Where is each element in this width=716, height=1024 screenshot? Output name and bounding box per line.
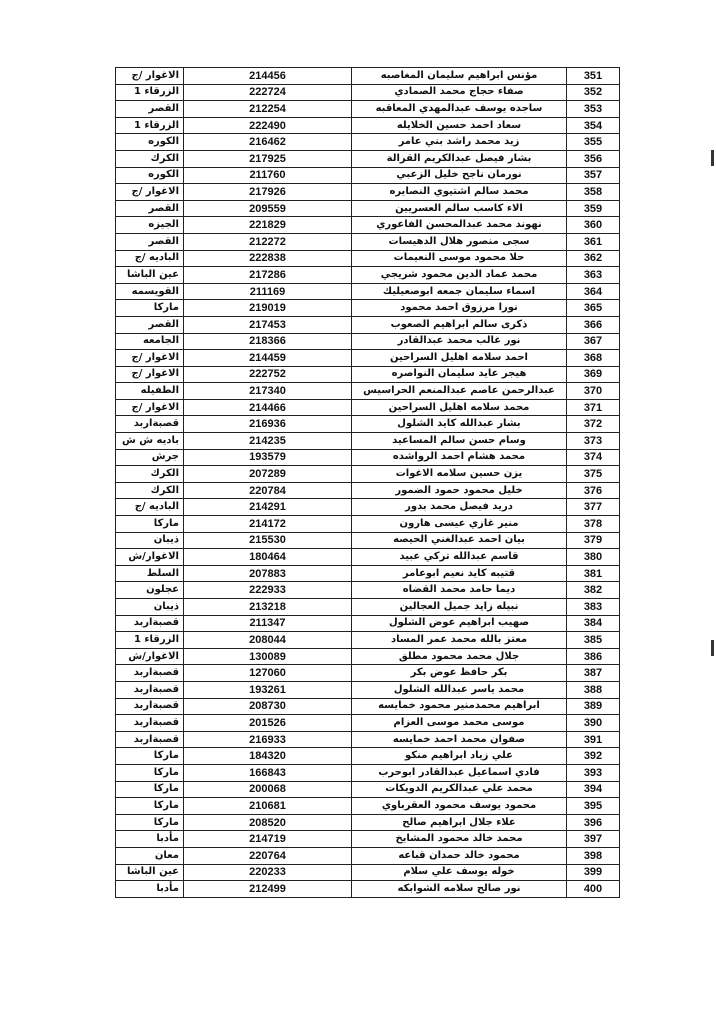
area-cell: قصبةاربد [116,681,184,698]
id-number-cell: 217925 [184,150,352,167]
row-number-cell: 378 [567,516,620,533]
area-cell: جرش [116,449,184,466]
area-cell: الاغوار/ش [116,648,184,665]
area-cell: مأدبا [116,831,184,848]
area-cell: ماركا [116,814,184,831]
name-cell: بكر حافظ عوض بكر [352,665,567,682]
row-number-cell: 366 [567,316,620,333]
table-row [116,233,620,250]
row-number-cell: 364 [567,283,620,300]
id-number-cell: 214291 [184,499,352,516]
id-number-cell: 217286 [184,267,352,284]
id-number-cell: 222933 [184,582,352,599]
name-cell: صفاء حجاج محمد الصمادي [352,84,567,101]
area-cell: القصر [116,200,184,217]
id-number-cell: 220764 [184,847,352,864]
table-row [116,316,620,333]
row-number-cell: 371 [567,399,620,416]
area-cell: ذيبان [116,532,184,549]
area-cell: قصبةاربد [116,715,184,732]
id-number-cell: 213218 [184,599,352,616]
area-cell: الزرقاء 1 [116,117,184,134]
area-cell: الجامعه [116,333,184,350]
row-number-cell: 400 [567,881,620,898]
row-number-cell: 376 [567,482,620,499]
area-cell: قصبةاربد [116,416,184,433]
id-number-cell: 212254 [184,101,352,118]
area-cell: الاغوار /ج [116,184,184,201]
row-number-cell: 358 [567,184,620,201]
table-row [116,184,620,201]
id-number-cell: 217453 [184,316,352,333]
name-cell: محمد سالم اشتيوي النصايره [352,184,567,201]
table-row [116,565,620,582]
area-cell: السلط [116,565,184,582]
area-cell: القصر [116,101,184,118]
row-number-cell: 368 [567,350,620,367]
table-row [116,283,620,300]
name-cell: هيجر عايد سليمان النواصره [352,366,567,383]
row-number-cell: 391 [567,731,620,748]
row-number-cell: 379 [567,532,620,549]
table-row [116,399,620,416]
name-cell: موسى محمد موسى العزام [352,715,567,732]
row-number-cell: 390 [567,715,620,732]
id-number-cell: 216462 [184,134,352,151]
roster-table [115,67,620,898]
row-number-cell: 387 [567,665,620,682]
table-row [116,864,620,881]
area-cell: الزرقاء 1 [116,84,184,101]
table-row [116,200,620,217]
area-cell: ماركا [116,798,184,815]
name-cell: محمد خالد محمود المشايخ [352,831,567,848]
name-cell: زيد محمد راشد بني عامر [352,134,567,151]
area-cell: قصبةاربد [116,731,184,748]
row-number-cell: 399 [567,864,620,881]
area-cell: الجيزه [116,217,184,234]
row-number-cell: 397 [567,831,620,848]
table-row [116,549,620,566]
area-cell: الطفيله [116,383,184,400]
id-number-cell: 217340 [184,383,352,400]
id-number-cell: 193261 [184,681,352,698]
id-number-cell: 214172 [184,516,352,533]
row-number-cell: 384 [567,615,620,632]
row-number-cell: 370 [567,383,620,400]
name-cell: محمد هشام احمد الرواشده [352,449,567,466]
table-row [116,881,620,898]
table-row [116,482,620,499]
id-number-cell: 218366 [184,333,352,350]
name-cell: جلال محمد محمود مطلق [352,648,567,665]
row-number-cell: 374 [567,449,620,466]
table-row [116,748,620,765]
name-cell: بشار فيصل عبدالكريم القرالة [352,150,567,167]
row-number-cell: 375 [567,466,620,483]
name-cell: محمد عماد الدين محمود شريجي [352,267,567,284]
name-cell: احمد سلامه اهليل السراحين [352,350,567,367]
id-number-cell: 208044 [184,632,352,649]
row-number-cell: 353 [567,101,620,118]
table-row [116,715,620,732]
area-cell: الاغوار /ج [116,350,184,367]
id-number-cell: 207883 [184,565,352,582]
row-number-cell: 363 [567,267,620,284]
row-number-cell: 398 [567,847,620,864]
scan-edge-mark [711,640,714,656]
table-row [116,84,620,101]
id-number-cell: 211760 [184,167,352,184]
row-number-cell: 365 [567,300,620,317]
name-cell: محمد سلامه اهليل السراحين [352,399,567,416]
row-number-cell: 381 [567,565,620,582]
name-cell: نبيله زايد جميل العجالين [352,599,567,616]
table-row [116,101,620,118]
id-number-cell: 184320 [184,748,352,765]
id-number-cell: 212272 [184,233,352,250]
area-cell: الكوره [116,167,184,184]
name-cell: حلا محمود موسى النعيمات [352,250,567,267]
id-number-cell: 208520 [184,814,352,831]
id-number-cell: 207289 [184,466,352,483]
id-number-cell: 211347 [184,615,352,632]
table-row [116,217,620,234]
id-number-cell: 166843 [184,764,352,781]
area-cell: قصبةاربد [116,698,184,715]
name-cell: مؤنس ابراهيم سليمان المغاصبه [352,68,567,85]
id-number-cell: 222724 [184,84,352,101]
table-row [116,68,620,85]
row-number-cell: 367 [567,333,620,350]
id-number-cell: 222752 [184,366,352,383]
table-row [116,250,620,267]
table-row [116,366,620,383]
row-number-cell: 357 [567,167,620,184]
name-cell: منير غازي عيسى هارون [352,516,567,533]
name-cell: نورمان ناجح خليل الزعبي [352,167,567,184]
table-row [116,632,620,649]
table-row [116,831,620,848]
table-row [116,665,620,682]
name-cell: علي زياد ابراهيم منكو [352,748,567,765]
area-cell: القصر [116,233,184,250]
row-number-cell: 361 [567,233,620,250]
table-row [116,764,620,781]
row-number-cell: 383 [567,599,620,616]
area-cell: ماركا [116,748,184,765]
table-row [116,847,620,864]
id-number-cell: 222490 [184,117,352,134]
area-cell: الاغوار /ج [116,366,184,383]
area-cell: عين الباشا [116,864,184,881]
row-number-cell: 352 [567,84,620,101]
row-number-cell: 393 [567,764,620,781]
id-number-cell: 200068 [184,781,352,798]
row-number-cell: 372 [567,416,620,433]
table-row [116,814,620,831]
name-cell: الاء كاسب سالم العسريين [352,200,567,217]
table-row [116,516,620,533]
area-cell: الكوره [116,134,184,151]
table-row [116,267,620,284]
name-cell: محمد علي عبدالكريم الدويكات [352,781,567,798]
id-number-cell: 201526 [184,715,352,732]
name-cell: وسام حسن سالم المساعيد [352,433,567,450]
area-cell: ماركا [116,300,184,317]
table-row [116,731,620,748]
id-number-cell: 127060 [184,665,352,682]
area-cell: القويسمه [116,283,184,300]
area-cell: الاغوار/ش [116,549,184,566]
table-row [116,466,620,483]
row-number-cell: 369 [567,366,620,383]
area-cell: قصبةاربد [116,615,184,632]
table-row [116,416,620,433]
name-cell: ذكرى سالم ابراهيم الصعوب [352,316,567,333]
table-row [116,117,620,134]
name-cell: قاسم عبدالله تركي عبيد [352,549,567,566]
name-cell: محمود خالد حمدان قباعه [352,847,567,864]
name-cell: بيان احمد عبدالغني الحيصه [352,532,567,549]
row-number-cell: 389 [567,698,620,715]
id-number-cell: 215530 [184,532,352,549]
name-cell: يزن حسين سلامه الاغوات [352,466,567,483]
name-cell: فادي اسماعيل عبدالقادر ابوحرب [352,764,567,781]
table-row [116,698,620,715]
table-row [116,167,620,184]
table-row [116,648,620,665]
row-number-cell: 351 [567,68,620,85]
row-number-cell: 354 [567,117,620,134]
name-cell: خوله يوسف علي سلام [352,864,567,881]
row-number-cell: 392 [567,748,620,765]
name-cell: ساجده يوسف عبدالمهدي المعاقبه [352,101,567,118]
area-cell: ذيبان [116,599,184,616]
table-row [116,300,620,317]
id-number-cell: 130089 [184,648,352,665]
id-number-cell: 214459 [184,350,352,367]
table-row [116,350,620,367]
area-cell: الكرك [116,150,184,167]
area-cell: معان [116,847,184,864]
id-number-cell: 214456 [184,68,352,85]
name-cell: علاء جلال ابراهيم صالح [352,814,567,831]
id-number-cell: 220784 [184,482,352,499]
name-cell: ديما حامد محمد القضاه [352,582,567,599]
name-cell: ابراهيم محمدمنير محمود خمايسه [352,698,567,715]
table-row [116,134,620,151]
name-cell: سعاد احمد حسين الخلايله [352,117,567,134]
area-cell: مأدبا [116,881,184,898]
row-number-cell: 360 [567,217,620,234]
table-row [116,781,620,798]
area-cell: الكرك [116,482,184,499]
id-number-cell: 219019 [184,300,352,317]
area-cell: القصر [116,316,184,333]
name-cell: معتز بالله محمد عمر المساد [352,632,567,649]
scan-edge-mark [711,150,714,166]
roster-table-body [116,68,620,898]
row-number-cell: 362 [567,250,620,267]
name-cell: عبدالرحمن عاصم عبدالمنعم الحراسيس [352,383,567,400]
name-cell: صهيب ابراهيم عوض الشلول [352,615,567,632]
row-number-cell: 355 [567,134,620,151]
table-row [116,383,620,400]
area-cell: الكرك [116,466,184,483]
id-number-cell: 221829 [184,217,352,234]
id-number-cell: 214466 [184,399,352,416]
table-row [116,582,620,599]
id-number-cell: 214719 [184,831,352,848]
id-number-cell: 209559 [184,200,352,217]
id-number-cell: 210681 [184,798,352,815]
name-cell: نورا مرزوق احمد محمود [352,300,567,317]
name-cell: صفوان محمد احمد خمايسه [352,731,567,748]
table-row [116,615,620,632]
area-cell: ماركا [116,516,184,533]
area-cell: الباديه /ج [116,250,184,267]
row-number-cell: 386 [567,648,620,665]
id-number-cell: 217926 [184,184,352,201]
id-number-cell: 180464 [184,549,352,566]
row-number-cell: 359 [567,200,620,217]
row-number-cell: 396 [567,814,620,831]
name-cell: خليل محمود حمود الضمور [352,482,567,499]
id-number-cell: 220233 [184,864,352,881]
table-row [116,681,620,698]
id-number-cell: 208730 [184,698,352,715]
id-number-cell: 211169 [184,283,352,300]
row-number-cell: 382 [567,582,620,599]
row-number-cell: 385 [567,632,620,649]
table-row [116,333,620,350]
id-number-cell: 216936 [184,416,352,433]
id-number-cell: 222838 [184,250,352,267]
row-number-cell: 395 [567,798,620,815]
name-cell: سجى منصور هلال الدهيسات [352,233,567,250]
area-cell: الزرقاء 1 [116,632,184,649]
area-cell: قصبةاربد [116,665,184,682]
name-cell: بشار عبدالله كايد الشلول [352,416,567,433]
row-number-cell: 373 [567,433,620,450]
area-cell: ماركا [116,764,184,781]
table-row [116,449,620,466]
area-cell: الاغوار /ج [116,399,184,416]
name-cell: دريد فيصل محمد بدور [352,499,567,516]
row-number-cell: 356 [567,150,620,167]
table-row [116,798,620,815]
name-cell: نهوند محمد عبدالمحسن الفاعوري [352,217,567,234]
area-cell: عين الباشا [116,267,184,284]
row-number-cell: 377 [567,499,620,516]
area-cell: الباديه /ج [116,499,184,516]
name-cell: محمود يوسف محمود العقرباوي [352,798,567,815]
table-row [116,499,620,516]
area-cell: ماركا [116,781,184,798]
name-cell: اسماء سليمان جمعه ابوصعيليك [352,283,567,300]
name-cell: نور صالح سلامه الشوابكه [352,881,567,898]
area-cell: الاغوار /ج [116,68,184,85]
name-cell: نور غالب محمد عبدالقادر [352,333,567,350]
name-cell: قتيبه كايد نعيم ابوعامر [352,565,567,582]
id-number-cell: 212499 [184,881,352,898]
row-number-cell: 394 [567,781,620,798]
table-row [116,599,620,616]
table-row [116,150,620,167]
id-number-cell: 193579 [184,449,352,466]
table-row [116,532,620,549]
id-number-cell: 216933 [184,731,352,748]
row-number-cell: 380 [567,549,620,566]
table-row [116,433,620,450]
area-cell: باديه ش ش [116,433,184,450]
row-number-cell: 388 [567,681,620,698]
area-cell: عجلون [116,582,184,599]
name-cell: محمد ياسر عبدالله الشلول [352,681,567,698]
id-number-cell: 214235 [184,433,352,450]
